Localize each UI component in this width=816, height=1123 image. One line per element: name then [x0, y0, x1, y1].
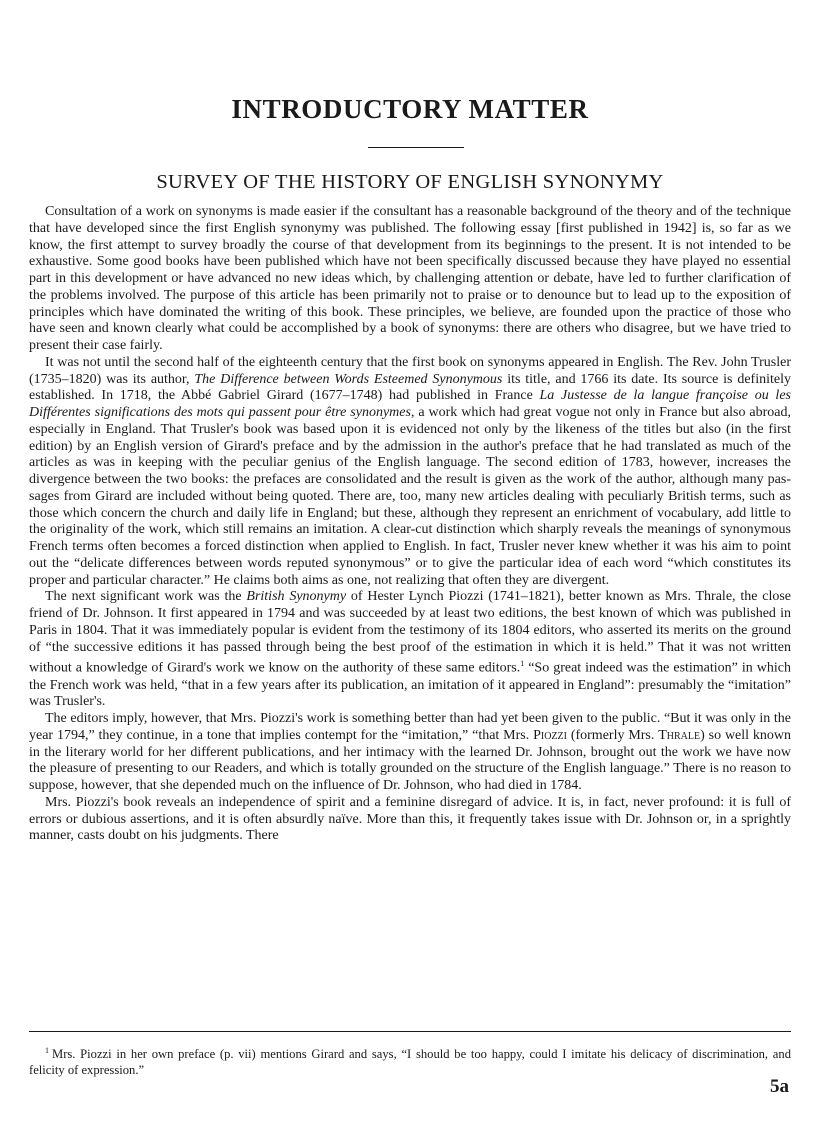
title-rule: [368, 147, 464, 148]
footnote: [29, 1043, 791, 1078]
page-title: INTRODUCTORY MATTER: [231, 94, 589, 124]
text-run: It was not until the second half of the eighteenth century that the first book on synonyms appeared in English. The Rev. John Trusler (1735–1820) was its author,: [29, 354, 791, 387]
footnote-rule: [29, 1031, 791, 1032]
text-run: The next significant work was the: [45, 589, 247, 605]
text-run: (formerly Mrs.: [566, 727, 659, 743]
paragraph: [29, 204, 791, 355]
italic-title: British Synonymy: [246, 589, 347, 605]
small-caps-name: Piozzi: [533, 727, 567, 743]
text-run: Mrs. Piozzi's book reveals an independence of spirit and a feminine disregard of advice. It is, in fact, never profound: it is full of errors or dubious assertions, and it is often absurdly naïve. More than this, it frequently takes issue with Dr. Johnson or, in a sprightly manner, casts doubt on his judgments. There: [29, 794, 791, 844]
paragraph: [29, 355, 791, 590]
footnote-text: Mrs. Piozzi in her own preface (p. vii) mentions Girard and says, “I should be too happy, could I imitate his delicacy of discrimination, and felicity of expression.”: [29, 1047, 791, 1077]
text-run: Consultation of a work on synonyms is made easier if the consultant has a reasonable background of the theory and of the technique that have developed since the first English synonymy was published. The following essay [first published in 1942] is, so far as we know, the first attempt to survey broadly the course of that development from its beginnings to the present. It is not intended to be exhaustive. Some good books have been published which have not been specifically discussed because they have played no essential part in this development or have advanced no new ideas which, by challenging attention or debate, have led to further clarification of the problems involved. The purpose of this article has been primarily not to praise or to denounce but to lead up to the exposition of principles which have dominated the writing of this book. These principles, we believe, are founded upon the practice of those who have seen and known clearly what could be accomplished by a book of synonyms: there are others who disagree, but we have tried to present their case fairly.: [29, 204, 791, 353]
italic-title: The Difference between Words Esteemed Synonymous: [194, 371, 503, 387]
section-subtitle: SURVEY OF THE HISTORY OF ENGLISH SYNONYMY: [156, 171, 664, 193]
text-run: its title, and 1766 its date. Its source is definitely established. In 1718, the Abbé Gabriel Girard (1677–1748) had published in France: [29, 371, 791, 404]
text-run: The editors imply, however, that Mrs. Piozzi's work is something better than had yet been given to the public. “But it was only in the year 1794,” they continue, in a tone that implies contempt for the “imitation,” “that Mrs.: [29, 711, 791, 743]
paragraph: [29, 795, 791, 845]
text-run: of Hester Lynch Piozzi (1741–1821), better known as Mrs. Thrale, the close friend of Dr. Johnson. It first appeared in 1794 and was succeeded by at least two editions, the best known of which was published in Paris in 1804. That it was immediately popular is evident from the testimony of its 1804 editors, who asserted its merits on the ground of “the successive editions it has passed through being the best proof of the estimation in which it is held.” That it was not written without a knowledge of Girard's work we know on the authority of these same editors.: [29, 589, 791, 676]
paragraph: [29, 589, 791, 711]
page-number: 5a: [770, 1076, 789, 1097]
small-caps-name: Thrale: [658, 727, 701, 743]
body-text: [29, 204, 791, 845]
footnote-reference: 1: [520, 659, 525, 669]
text-run: ) so well known in the literary world for her different publications, and her intimacy with the learned Dr. Johnson, brought out the work we have now the pleasure of presenting to our Readers, and which is totally grounded on the structure of the English language.” There is no reason to suppose, however, that she depended much on the influence of Dr. Johnson, who had died in 1784.: [29, 727, 792, 794]
text-run: “So great indeed was the estimation” in which the French work was held, “that in a few years after its publication, an imitation of it appeared in England”: presumably the “imitation” was Trusler's.: [29, 660, 791, 710]
footnote-marker: 1: [45, 1046, 49, 1055]
document-page: [29, 0, 791, 1123]
paragraph: [29, 711, 791, 795]
italic-title: La Justesse de la langue françoise ou les Différentes significations des mots qui passent pour être synonymes: [29, 388, 791, 420]
text-run: , a work which had great vogue not only in France but also abroad, especially in England. That Trusler's book was based upon it is evidenced not only by the likeness of the titles but also (in the first edition) by an English version of Girard's preface and by the admission in the author's preface that he had translated as much of the articles as was in keeping with the peculiar genius of the English language. The second edition of 1783, however, increases the divergence between the two books: the prefaces are consolidated and the result is given as the work of the author, although many passages from Girard are included without being quoted. There are, too, many new articles dealing with peculiarly British terms, such as those which concern the church and daily life in England; but these, although they represent an enrichment of vocabulary, add little to the originality of the work, which still remains an imitation. A clear-cut distinction which sharply reveals the meanings of synonymous French terms often becomes a forced distinction when applied to English. In fact, Trusler never knew whether it was his aim to point out the “delicate differences between words reputed synonymous” or to give the particular idea of each word “which constitutes its proper and particular character.” He claims both aims as one, not realizing that often they are divergent.: [29, 405, 791, 588]
